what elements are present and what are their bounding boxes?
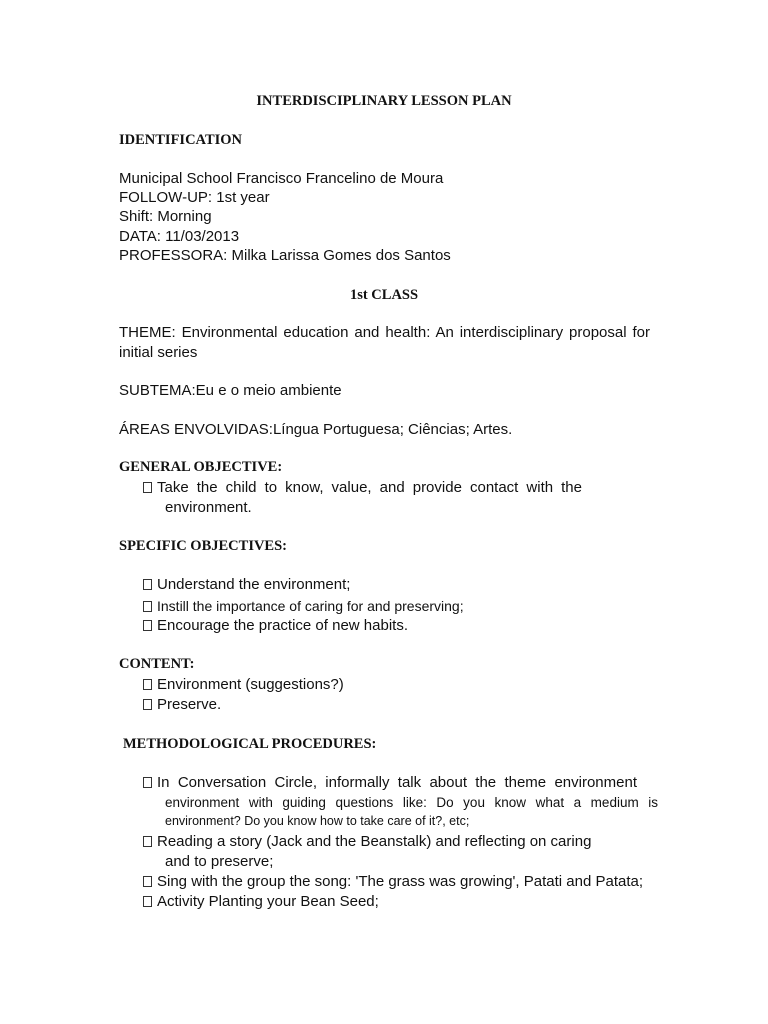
specific-objective-text: Encourage the practice of new habits. <box>157 617 408 634</box>
content-item <box>143 695 221 715</box>
procedure2-line1: Reading a story (Jack and the Beanstalk) and reflecting on caring <box>157 833 592 850</box>
checkbox-icon <box>143 620 152 631</box>
procedure1-line1: In Conversation Circle, informally talk about the theme environment <box>157 774 637 791</box>
date: DATA: 11/03/2013 <box>119 228 240 245</box>
procedures-heading: METHODOLOGICAL PROCEDURES: <box>123 736 377 752</box>
procedure-item <box>143 832 591 852</box>
identification-heading: IDENTIFICATION <box>119 132 243 148</box>
content-item <box>143 675 344 695</box>
checkbox-icon <box>143 896 152 907</box>
school-name: Municipal School Francisco Francelino de Moura <box>119 170 444 187</box>
checkbox-icon <box>143 836 152 847</box>
procedure-item <box>143 892 379 912</box>
checkbox-icon <box>143 482 152 493</box>
specific-objectives-heading: SPECIFIC OBJECTIVES: <box>119 538 287 554</box>
procedure-item <box>143 872 643 892</box>
specific-objective-item <box>143 596 464 616</box>
checkbox-icon <box>143 601 152 612</box>
procedure1-line2 <box>165 793 658 813</box>
class-title: 1st CLASS <box>349 287 419 303</box>
procedure1-line3: environment? Do you know how to take care of it?, etc; <box>165 814 470 828</box>
general-objective-item <box>143 478 583 498</box>
specific-objective-text: Instill the importance of caring for and preserving; <box>157 598 464 614</box>
shift: Shift: Morning <box>119 208 212 225</box>
checkbox-icon <box>143 679 152 690</box>
specific-objective-item <box>143 616 408 636</box>
procedure2-line2: and to preserve; <box>165 853 274 870</box>
follow-up: FOLLOW-UP: 1st year <box>119 189 270 206</box>
content-heading: CONTENT: <box>119 656 195 672</box>
procedure1-line2-text: environment with guiding questions like: Do you know what a medium is <box>165 795 658 810</box>
checkbox-icon <box>143 777 152 788</box>
specific-objective-item <box>143 575 350 595</box>
general-objective-line2: environment. <box>165 499 252 516</box>
procedure4-text: Activity Planting your Bean Seed; <box>157 893 379 910</box>
areas-text: ÁREAS ENVOLVIDAS:Língua Portuguesa; Ciências; Artes. <box>119 421 513 438</box>
checkbox-icon <box>143 579 152 590</box>
procedure3-text: Sing with the group the song: 'The grass was growing', Patati and Patata; <box>157 873 644 890</box>
content-text: Environment (suggestions?) <box>157 676 344 693</box>
theme-text: THEME: Environmental education and health: An interdisciplinary proposal for initial series <box>119 324 650 361</box>
checkbox-icon <box>143 699 152 710</box>
document-title: INTERDISCIPLINARY LESSON PLAN <box>256 93 512 109</box>
teacher: PROFESSORA: Milka Larissa Gomes dos Santos <box>119 247 451 264</box>
general-objective-line1: Take the child to know, value, and provide contact with the <box>157 479 582 496</box>
specific-objective-text: Understand the environment; <box>157 576 351 593</box>
subtema-text: SUBTEMA:Eu e o meio ambiente <box>119 382 342 399</box>
checkbox-icon <box>143 876 152 887</box>
general-objective-heading: GENERAL OBJECTIVE: <box>119 459 283 475</box>
content-text: Preserve. <box>157 696 222 713</box>
procedure-item <box>143 773 637 793</box>
